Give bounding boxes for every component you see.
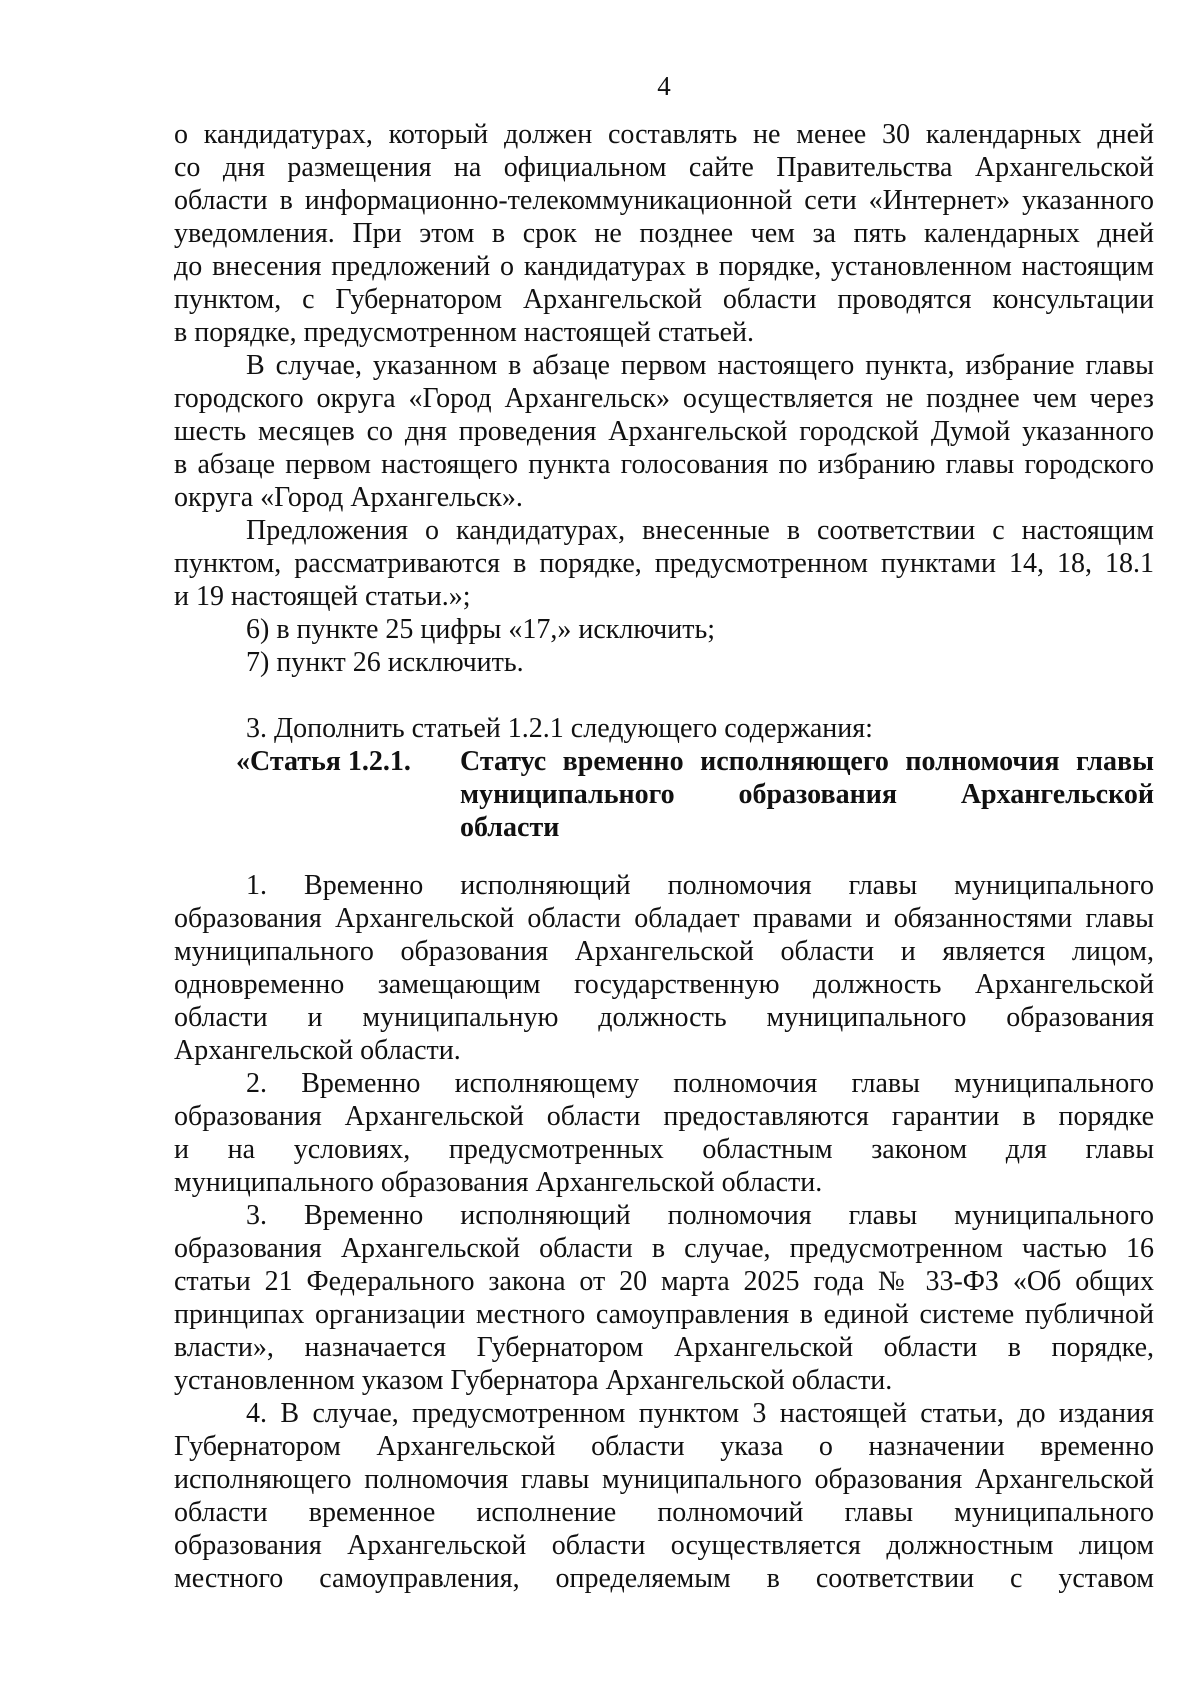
paragraph-continuation xyxy=(174,118,1154,349)
text-line: в порядке, предусмотренном настоящей статьей. xyxy=(174,317,755,348)
text-line: Архангельской области. xyxy=(174,1035,461,1066)
document-page xyxy=(174,0,1154,1697)
spacer xyxy=(174,679,1154,712)
text-line: 4. В случае, предусмотренном пунктом 3 настоящей статьи, до издания xyxy=(246,1398,1154,1429)
text-line: В случае, указанном в абзаце первом настоящего пункта, избрание главы xyxy=(246,350,1154,381)
article-point-2 xyxy=(174,1067,1154,1199)
text-line: области в информационно-телекоммуникационной сети «Интернет» указанного xyxy=(174,185,1154,216)
text-line: городского округа «Город Архангельск» осуществляется не позднее чем через xyxy=(174,383,1154,414)
text-line: области временное исполнение полномочий главы муниципального xyxy=(174,1497,1154,1528)
text-line: и на условиях, предусмотренных областным законом для главы xyxy=(174,1134,1154,1165)
text-line: одновременно замещающим государственную должность Архангельской xyxy=(174,969,1154,1000)
document-body xyxy=(174,118,1154,1595)
article-number: «Статья 1.2.1. xyxy=(236,746,411,777)
text-line: до внесения предложений о кандидатурах в порядке, установленном настоящим xyxy=(174,251,1154,282)
text-line: 1. Временно исполняющий полномочия главы муниципального xyxy=(246,870,1154,901)
text-line: статьи 21 Федерального закона от 20 марта 2025 года № 33-ФЗ «Об общих xyxy=(174,1266,1154,1297)
article-point-4 xyxy=(174,1397,1154,1595)
text-line: области и муниципальную должность муниципального образования xyxy=(174,1002,1154,1033)
article-title xyxy=(460,745,1154,844)
text-line: Губернатором Архангельской области указа о назначении временно xyxy=(174,1431,1154,1462)
text-line: муниципального образования Архангельской области и является лицом, xyxy=(174,936,1154,967)
article-title-line: области xyxy=(460,812,560,843)
page-number: 4 xyxy=(657,71,671,101)
text-line: образования Архангельской области осуществляется должностным лицом xyxy=(174,1530,1154,1561)
paragraph-election-term xyxy=(174,349,1154,514)
article-title-line: Статус временно исполняющего полномочия главы xyxy=(460,746,1154,777)
list-item-7: 7) пункт 26 исключить. xyxy=(246,647,524,678)
text-line: образования Архангельской области обладает правами и обязанностями главы xyxy=(174,903,1154,934)
text-line: установленном указом Губернатора Архангельской области. xyxy=(174,1365,893,1396)
text-line: пунктом, рассматриваются в порядке, предусмотренном пунктами 14, 18, 18.1 xyxy=(174,548,1154,579)
text-line: пунктом, с Губернатором Архангельской области проводятся консультации xyxy=(174,284,1154,315)
list-item-6: 6) в пункте 25 цифры «17,» исключить; xyxy=(246,614,716,645)
text-line: уведомления. При этом в срок не позднее чем за пять календарных дней xyxy=(174,218,1154,249)
text-line: 2. Временно исполняющему полномочия главы муниципального xyxy=(246,1068,1154,1099)
article-title-line: муниципального образования Архангельской xyxy=(460,779,1154,810)
paragraph-proposals xyxy=(174,514,1154,613)
article-heading xyxy=(174,745,1154,869)
text-line: принципах организации местного самоуправления в единой системе публичной xyxy=(174,1299,1154,1330)
article-point-1 xyxy=(174,869,1154,1067)
text-line: исполняющего полномочия главы муниципального образования Архангельской xyxy=(174,1464,1154,1495)
text-line: шесть месяцев со дня проведения Архангельской городской Думой указанного xyxy=(174,416,1154,447)
text-line: и 19 настоящей статьи.»; xyxy=(174,581,471,612)
text-line: Предложения о кандидатурах, внесенные в соответствии с настоящим xyxy=(246,515,1154,546)
text-line: 3. Временно исполняющий полномочия главы муниципального xyxy=(246,1200,1154,1231)
text-line: власти», назначается Губернатором Архангельской области в порядке, xyxy=(174,1332,1154,1363)
list-item-3: 3. Дополнить статьей 1.2.1 следующего содержания: xyxy=(246,713,873,744)
text-line: округа «Город Архангельск». xyxy=(174,482,523,513)
text-line: образования Архангельской области предоставляются гарантии в порядке xyxy=(174,1101,1154,1132)
text-line: образования Архангельской области в случае, предусмотренном частью 16 xyxy=(174,1233,1154,1264)
text-line: в абзаце первом настоящего пункта голосования по избранию главы городского xyxy=(174,449,1154,480)
text-line: со дня размещения на официальном сайте Правительства Архангельской xyxy=(174,152,1154,183)
text-line: местного самоуправления, определяемым в соответствии с уставом xyxy=(174,1563,1154,1594)
text-line: муниципального образования Архангельской области. xyxy=(174,1167,823,1198)
article-point-3 xyxy=(174,1199,1154,1397)
text-line: о кандидатурах, который должен составлять не менее 30 календарных дней xyxy=(174,119,1154,150)
